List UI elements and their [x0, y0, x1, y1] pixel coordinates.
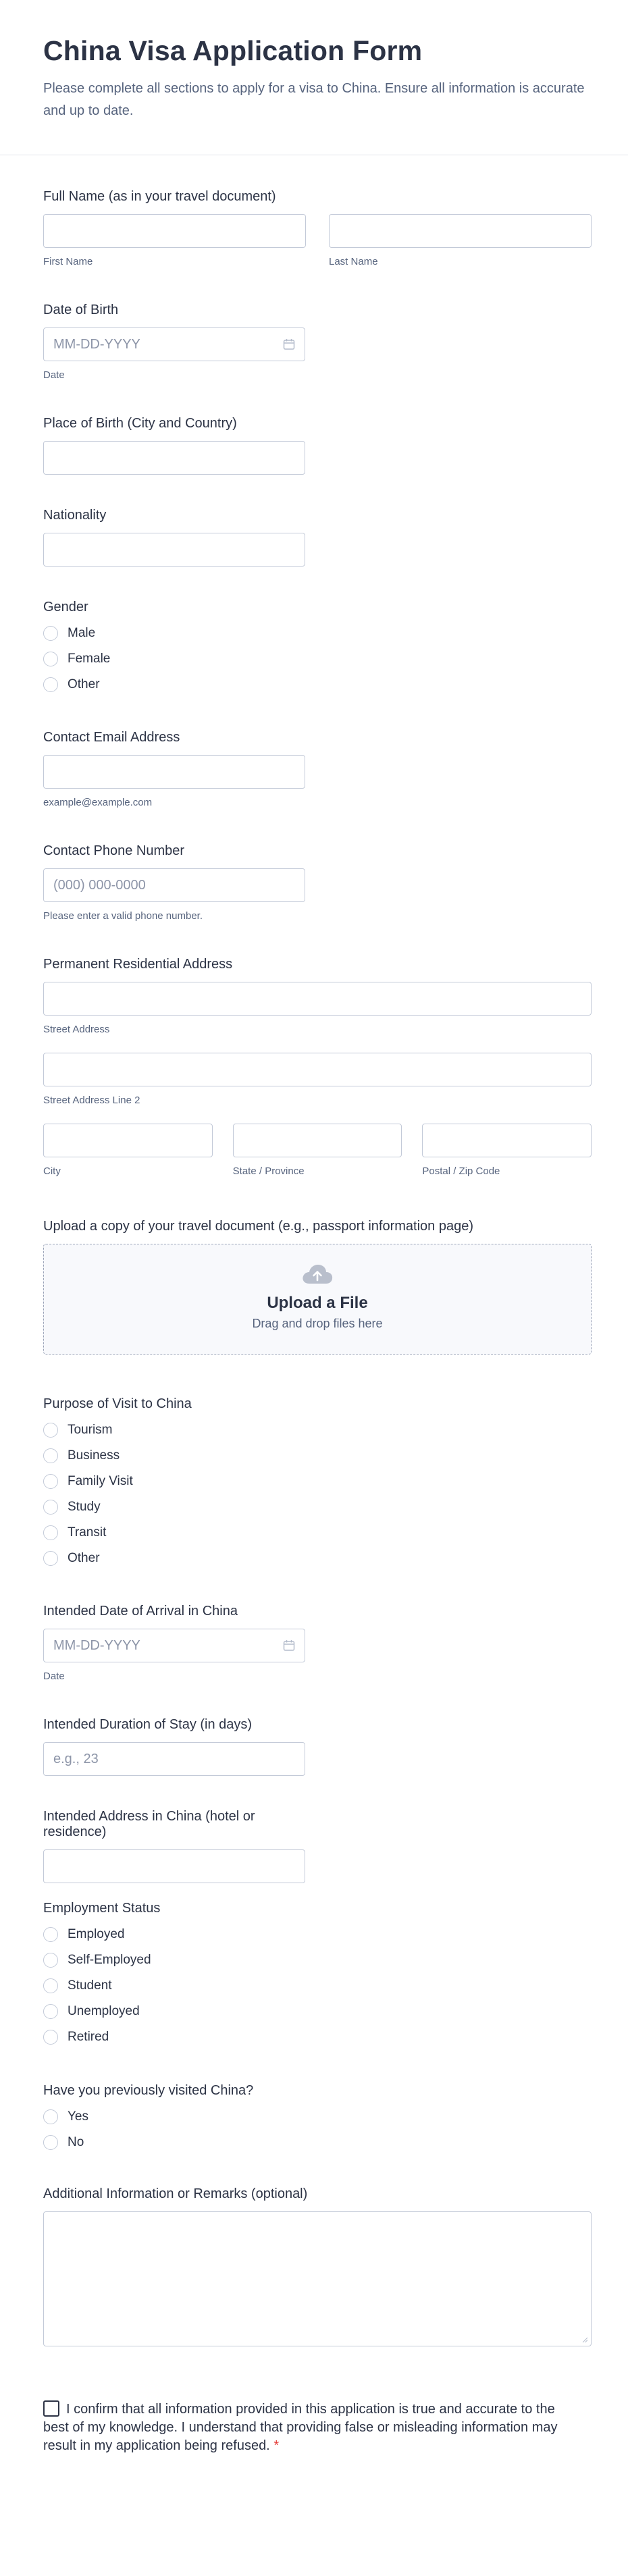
- first-name-sublabel: First Name: [43, 256, 93, 267]
- place-of-birth-input[interactable]: [43, 441, 305, 475]
- employment-field: [43, 1901, 592, 2050]
- option-label: Tourism: [68, 1423, 113, 1437]
- purpose-label: Purpose of Visit to China: [43, 1396, 192, 1411]
- option-label: Business: [68, 1448, 120, 1463]
- china-address-input[interactable]: [43, 1849, 305, 1883]
- gender-option-male[interactable]: [43, 621, 592, 646]
- street-address-line2-input[interactable]: [43, 1053, 592, 1086]
- resize-handle-icon[interactable]: [581, 2336, 588, 2343]
- city-sublabel: City: [43, 1165, 61, 1177]
- first-name-input[interactable]: [43, 214, 306, 248]
- option-label: Other: [68, 1551, 100, 1565]
- option-label: Unemployed: [68, 2004, 140, 2018]
- address-field: [43, 957, 592, 1177]
- radio-button[interactable]: [43, 1953, 58, 1968]
- employment-label: Employment Status: [43, 1901, 161, 1916]
- option-label: Student: [68, 1978, 112, 1993]
- option-label: Retired: [68, 2030, 109, 2044]
- china-address-field: [43, 1809, 305, 1883]
- arrival-date-placeholder: MM-DD-YYYY: [53, 1637, 140, 1653]
- employment-option-employed[interactable]: [43, 1922, 592, 1947]
- radio-button[interactable]: [43, 1423, 58, 1438]
- form-header: [0, 0, 628, 155]
- last-name-input[interactable]: [329, 214, 592, 248]
- nationality-input[interactable]: [43, 533, 305, 567]
- street-address-sublabel: Street Address: [43, 1024, 110, 1035]
- upload-dropzone[interactable]: [43, 1244, 592, 1355]
- radio-button[interactable]: [43, 2135, 58, 2150]
- arrival-date-sublabel: Date: [43, 1671, 65, 1682]
- place-of-birth-label: Place of Birth (City and Country): [43, 416, 237, 431]
- gender-option-female[interactable]: [43, 646, 592, 672]
- full-name-label: Full Name (as in your travel document): [43, 189, 276, 204]
- zip-sublabel: Postal / Zip Code: [422, 1165, 500, 1177]
- duration-field: [43, 1717, 305, 1776]
- radio-button[interactable]: [43, 1551, 58, 1566]
- zip-input[interactable]: [422, 1124, 592, 1157]
- street-address-line2-sublabel: Street Address Line 2: [43, 1095, 140, 1106]
- china-address-label: Intended Address in China (hotel or residence): [43, 1809, 255, 1839]
- street-address-input[interactable]: [43, 982, 592, 1016]
- state-input[interactable]: [233, 1124, 402, 1157]
- upload-field: [43, 1219, 592, 1355]
- duration-input[interactable]: [43, 1742, 305, 1776]
- dob-input[interactable]: [43, 327, 305, 361]
- option-label: Study: [68, 1500, 101, 1514]
- calendar-icon[interactable]: [283, 338, 295, 350]
- arrival-date-input[interactable]: [43, 1629, 305, 1662]
- employment-option-student[interactable]: [43, 1973, 592, 1999]
- radio-button[interactable]: [43, 1500, 58, 1515]
- option-label: Employed: [68, 1927, 125, 1941]
- city-input[interactable]: [43, 1124, 213, 1157]
- address-label: Permanent Residential Address: [43, 957, 233, 972]
- option-label: Yes: [68, 2109, 88, 2124]
- previously-visited-label: Have you previously visited China?: [43, 2083, 254, 2098]
- calendar-icon[interactable]: [283, 1639, 295, 1652]
- option-label: Other: [68, 677, 100, 691]
- full-name-field: [43, 189, 592, 267]
- page-subtitle: Please complete all sections to apply for a visa to China. Ensure all information is accurate and up to date.: [43, 81, 585, 118]
- option-label: Female: [68, 652, 111, 666]
- cloud-upload-icon: [300, 1262, 334, 1286]
- visited-option-yes[interactable]: [43, 2104, 592, 2130]
- phone-sublabel: Please enter a valid phone number.: [43, 910, 203, 922]
- phone-field: [43, 843, 305, 922]
- employment-option-unemployed[interactable]: [43, 1999, 592, 2024]
- purpose-option-business[interactable]: [43, 1443, 592, 1469]
- email-label: Contact Email Address: [43, 730, 180, 745]
- duration-placeholder: e.g., 23: [53, 1751, 99, 1766]
- radio-button[interactable]: [43, 626, 58, 641]
- dob-sublabel: Date: [43, 369, 65, 381]
- radio-button[interactable]: [43, 1927, 58, 1942]
- gender-option-other[interactable]: [43, 672, 592, 698]
- visited-option-no[interactable]: [43, 2130, 592, 2155]
- email-sublabel: example@example.com: [43, 797, 153, 808]
- consent-checkbox[interactable]: [43, 2400, 59, 2417]
- nationality-field: [43, 508, 305, 567]
- remarks-field: [43, 2186, 592, 2346]
- last-name-sublabel: Last Name: [329, 256, 378, 267]
- nationality-label: Nationality: [43, 508, 107, 523]
- option-label: Self-Employed: [68, 1953, 151, 1967]
- dob-label: Date of Birth: [43, 303, 119, 317]
- phone-placeholder: (000) 000-0000: [53, 877, 146, 893]
- radio-button[interactable]: [43, 1448, 58, 1463]
- phone-label: Contact Phone Number: [43, 843, 185, 858]
- purpose-option-transit[interactable]: [43, 1520, 592, 1546]
- radio-button[interactable]: [43, 1978, 58, 1993]
- radio-button[interactable]: [43, 2030, 58, 2045]
- required-mark: *: [273, 2438, 280, 2453]
- dob-placeholder: MM-DD-YYYY: [53, 336, 140, 352]
- previously-visited-field: [43, 2083, 592, 2155]
- option-label: Family Visit: [68, 1474, 133, 1488]
- radio-button[interactable]: [43, 1525, 58, 1540]
- upload-subtitle: Drag and drop files here: [252, 1317, 383, 1330]
- page-title: China Visa Application Form: [43, 35, 423, 66]
- email-input[interactable]: [43, 755, 305, 789]
- purpose-field: [43, 1396, 592, 1571]
- place-of-birth-field: [43, 416, 305, 475]
- remarks-textarea[interactable]: [43, 2211, 592, 2346]
- option-label: Transit: [68, 1525, 107, 1540]
- dob-field: [43, 303, 305, 381]
- remarks-label: Additional Information or Remarks (optional): [43, 2186, 308, 2201]
- gender-label: Gender: [43, 600, 88, 614]
- purpose-option-study[interactable]: [43, 1494, 592, 1520]
- radio-button[interactable]: [43, 2109, 58, 2124]
- option-label: No: [68, 2135, 84, 2149]
- purpose-option-tourism[interactable]: [43, 1417, 592, 1443]
- purpose-option-family-visit[interactable]: [43, 1469, 592, 1494]
- duration-label: Intended Duration of Stay (in days): [43, 1717, 253, 1732]
- employment-option-self-employed[interactable]: [43, 1947, 592, 1973]
- radio-button[interactable]: [43, 1474, 58, 1489]
- upload-label: Upload a copy of your travel document (e.g., passport information page): [43, 1219, 474, 1234]
- email-field: [43, 730, 305, 808]
- state-sublabel: State / Province: [232, 1165, 305, 1177]
- radio-button[interactable]: [43, 652, 58, 666]
- purpose-option-other[interactable]: [43, 1546, 592, 1571]
- upload-title: Upload a File: [267, 1294, 368, 1312]
- arrival-date-field: [43, 1604, 305, 1682]
- option-label: Male: [68, 626, 96, 640]
- consent-field: [43, 2400, 560, 2455]
- gender-field: [43, 600, 592, 698]
- arrival-date-label: Intended Date of Arrival in China: [43, 1604, 238, 1619]
- radio-button[interactable]: [43, 2004, 58, 2019]
- employment-option-retired[interactable]: [43, 2024, 592, 2050]
- consent-text: I confirm that all information provided in this application is true and accurate to the best of my knowledge. I understand that providing false or misleading information may result in my application being refused.: [43, 2402, 558, 2453]
- radio-button[interactable]: [43, 677, 58, 692]
- phone-input[interactable]: [43, 868, 305, 902]
- consent-text-block: [43, 2400, 560, 2455]
